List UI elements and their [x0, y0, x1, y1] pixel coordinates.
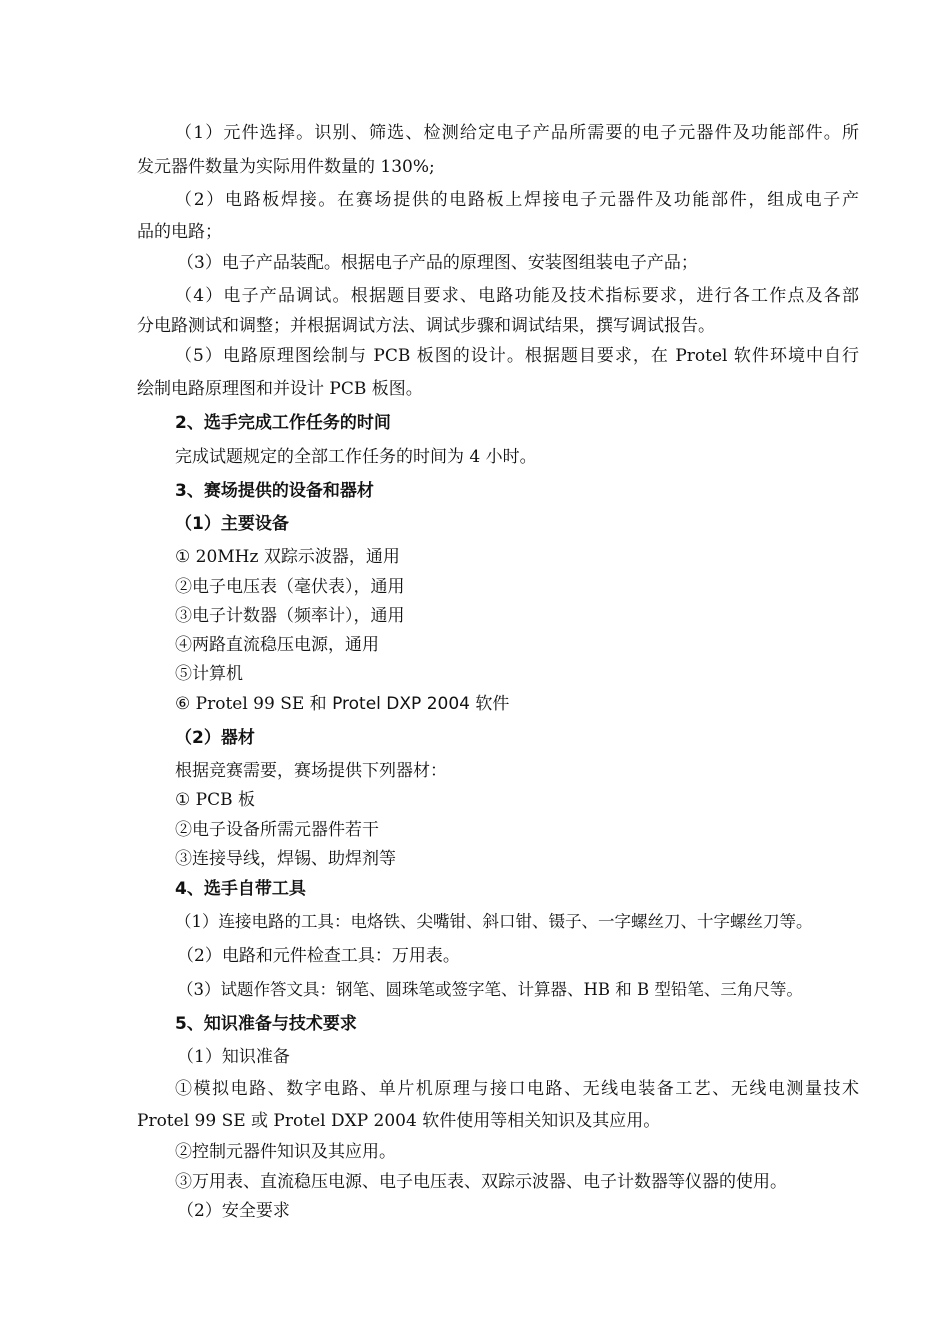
knowledge-item-1-line-2: Protel 99 SE 或 Protel DXP 2004 软件使用等相关知识及其应用。	[137, 1111, 661, 1131]
task-5-line-1: （5）电路原理图绘制与 PCB 板图的设计。根据题目要求，在 Protel 软件环境中自行	[175, 346, 859, 366]
equipment-item-6	[175, 693, 509, 715]
task-1-line-2: 发元器件数量为实际用件数量的 130%;	[137, 157, 435, 177]
section-5-heading: 5、知识准备与技术要求	[175, 1014, 357, 1034]
task-4-line-2: 分电路测试和调整；并根据调试方法、调试步骤和调试结果，撰写调试报告。	[137, 316, 715, 336]
knowledge-item-3: ③万用表、直流稳压电源、电子电压表、双踪示波器、电子计数器等仪器的使用。	[175, 1172, 787, 1192]
equipment-item-6-suffix: 软件	[469, 694, 510, 714]
equipment-item-4: ④两路直流稳压电源，通用	[175, 635, 379, 655]
section-5-sub1-heading: （1）知识准备	[177, 1047, 290, 1067]
section-5-sub2-heading: （2）安全要求	[177, 1201, 290, 1221]
materials-intro: 根据竞赛需要，赛场提供下列器材：	[175, 761, 447, 781]
equipment-item-5: ⑤计算机	[175, 664, 243, 684]
task-3-line-1: （3）电子产品装配。根据电子产品的原理图、安装图组装电子产品；	[177, 253, 698, 273]
equipment-item-3: ③电子计数器（频率计），通用	[175, 606, 405, 626]
task-1-line-1: （1）元件选择。识别、筛选、检测给定电子产品所需要的电子元器件及功能部件。所	[175, 123, 859, 143]
task-4-line-1: （4）电子产品调试。根据题目要求、电路功能及技术指标要求，进行各工作点及各部	[175, 286, 859, 306]
tool-item-3: （3）试题作答文具：钢笔、圆珠笔或签字笔、计算器、HB 和 B 型铅笔、三角尺等。	[177, 980, 803, 999]
equipment-item-1: ① 20MHz 双踪示波器，通用	[175, 547, 400, 567]
tool-item-2: （2）电路和元件检查工具：万用表。	[177, 946, 460, 966]
materials-item-2: ②电子设备所需元器件若干	[175, 820, 379, 840]
section-3-heading: 3、赛场提供的设备和器材	[175, 481, 374, 501]
section-2-text: 完成试题规定的全部工作任务的时间为 4 小时。	[175, 447, 537, 467]
task-5-line-2: 绘制电路原理图和并设计 PCB 板图。	[137, 379, 423, 399]
task-2-line-2: 品的电路；	[137, 222, 222, 242]
section-2-heading: 2、选手完成工作任务的时间	[175, 413, 391, 433]
equipment-item-6-prefix: ⑥ Protel 99 SE 和	[175, 694, 333, 714]
materials-item-1: ① PCB 板	[175, 790, 255, 810]
section-4-heading: 4、选手自带工具	[175, 879, 306, 899]
equipment-item-6-software: Protel DXP 2004	[332, 694, 470, 714]
knowledge-item-2: ②控制元器件知识及其应用。	[175, 1142, 396, 1162]
task-2-line-1: （2）电路板焊接。在赛场提供的电路板上焊接电子元器件及功能部件，组成电子产	[175, 190, 859, 210]
section-3-sub1-heading: （1）主要设备	[175, 514, 289, 534]
materials-item-3: ③连接导线，焊锡、助焊剂等	[175, 849, 396, 869]
equipment-item-2: ②电子电压表（毫伏表），通用	[175, 577, 405, 597]
tool-item-1: （1）连接电路的工具：电烙铁、尖嘴钳、斜口钳、镊子、一字螺丝刀、十字螺丝刀等。	[175, 912, 813, 931]
section-3-sub2-heading: （2）器材	[175, 728, 255, 748]
knowledge-item-1-line-1: ①模拟电路、数字电路、单片机原理与接口电路、无线电装备工艺、无线电测量技术	[175, 1079, 859, 1099]
